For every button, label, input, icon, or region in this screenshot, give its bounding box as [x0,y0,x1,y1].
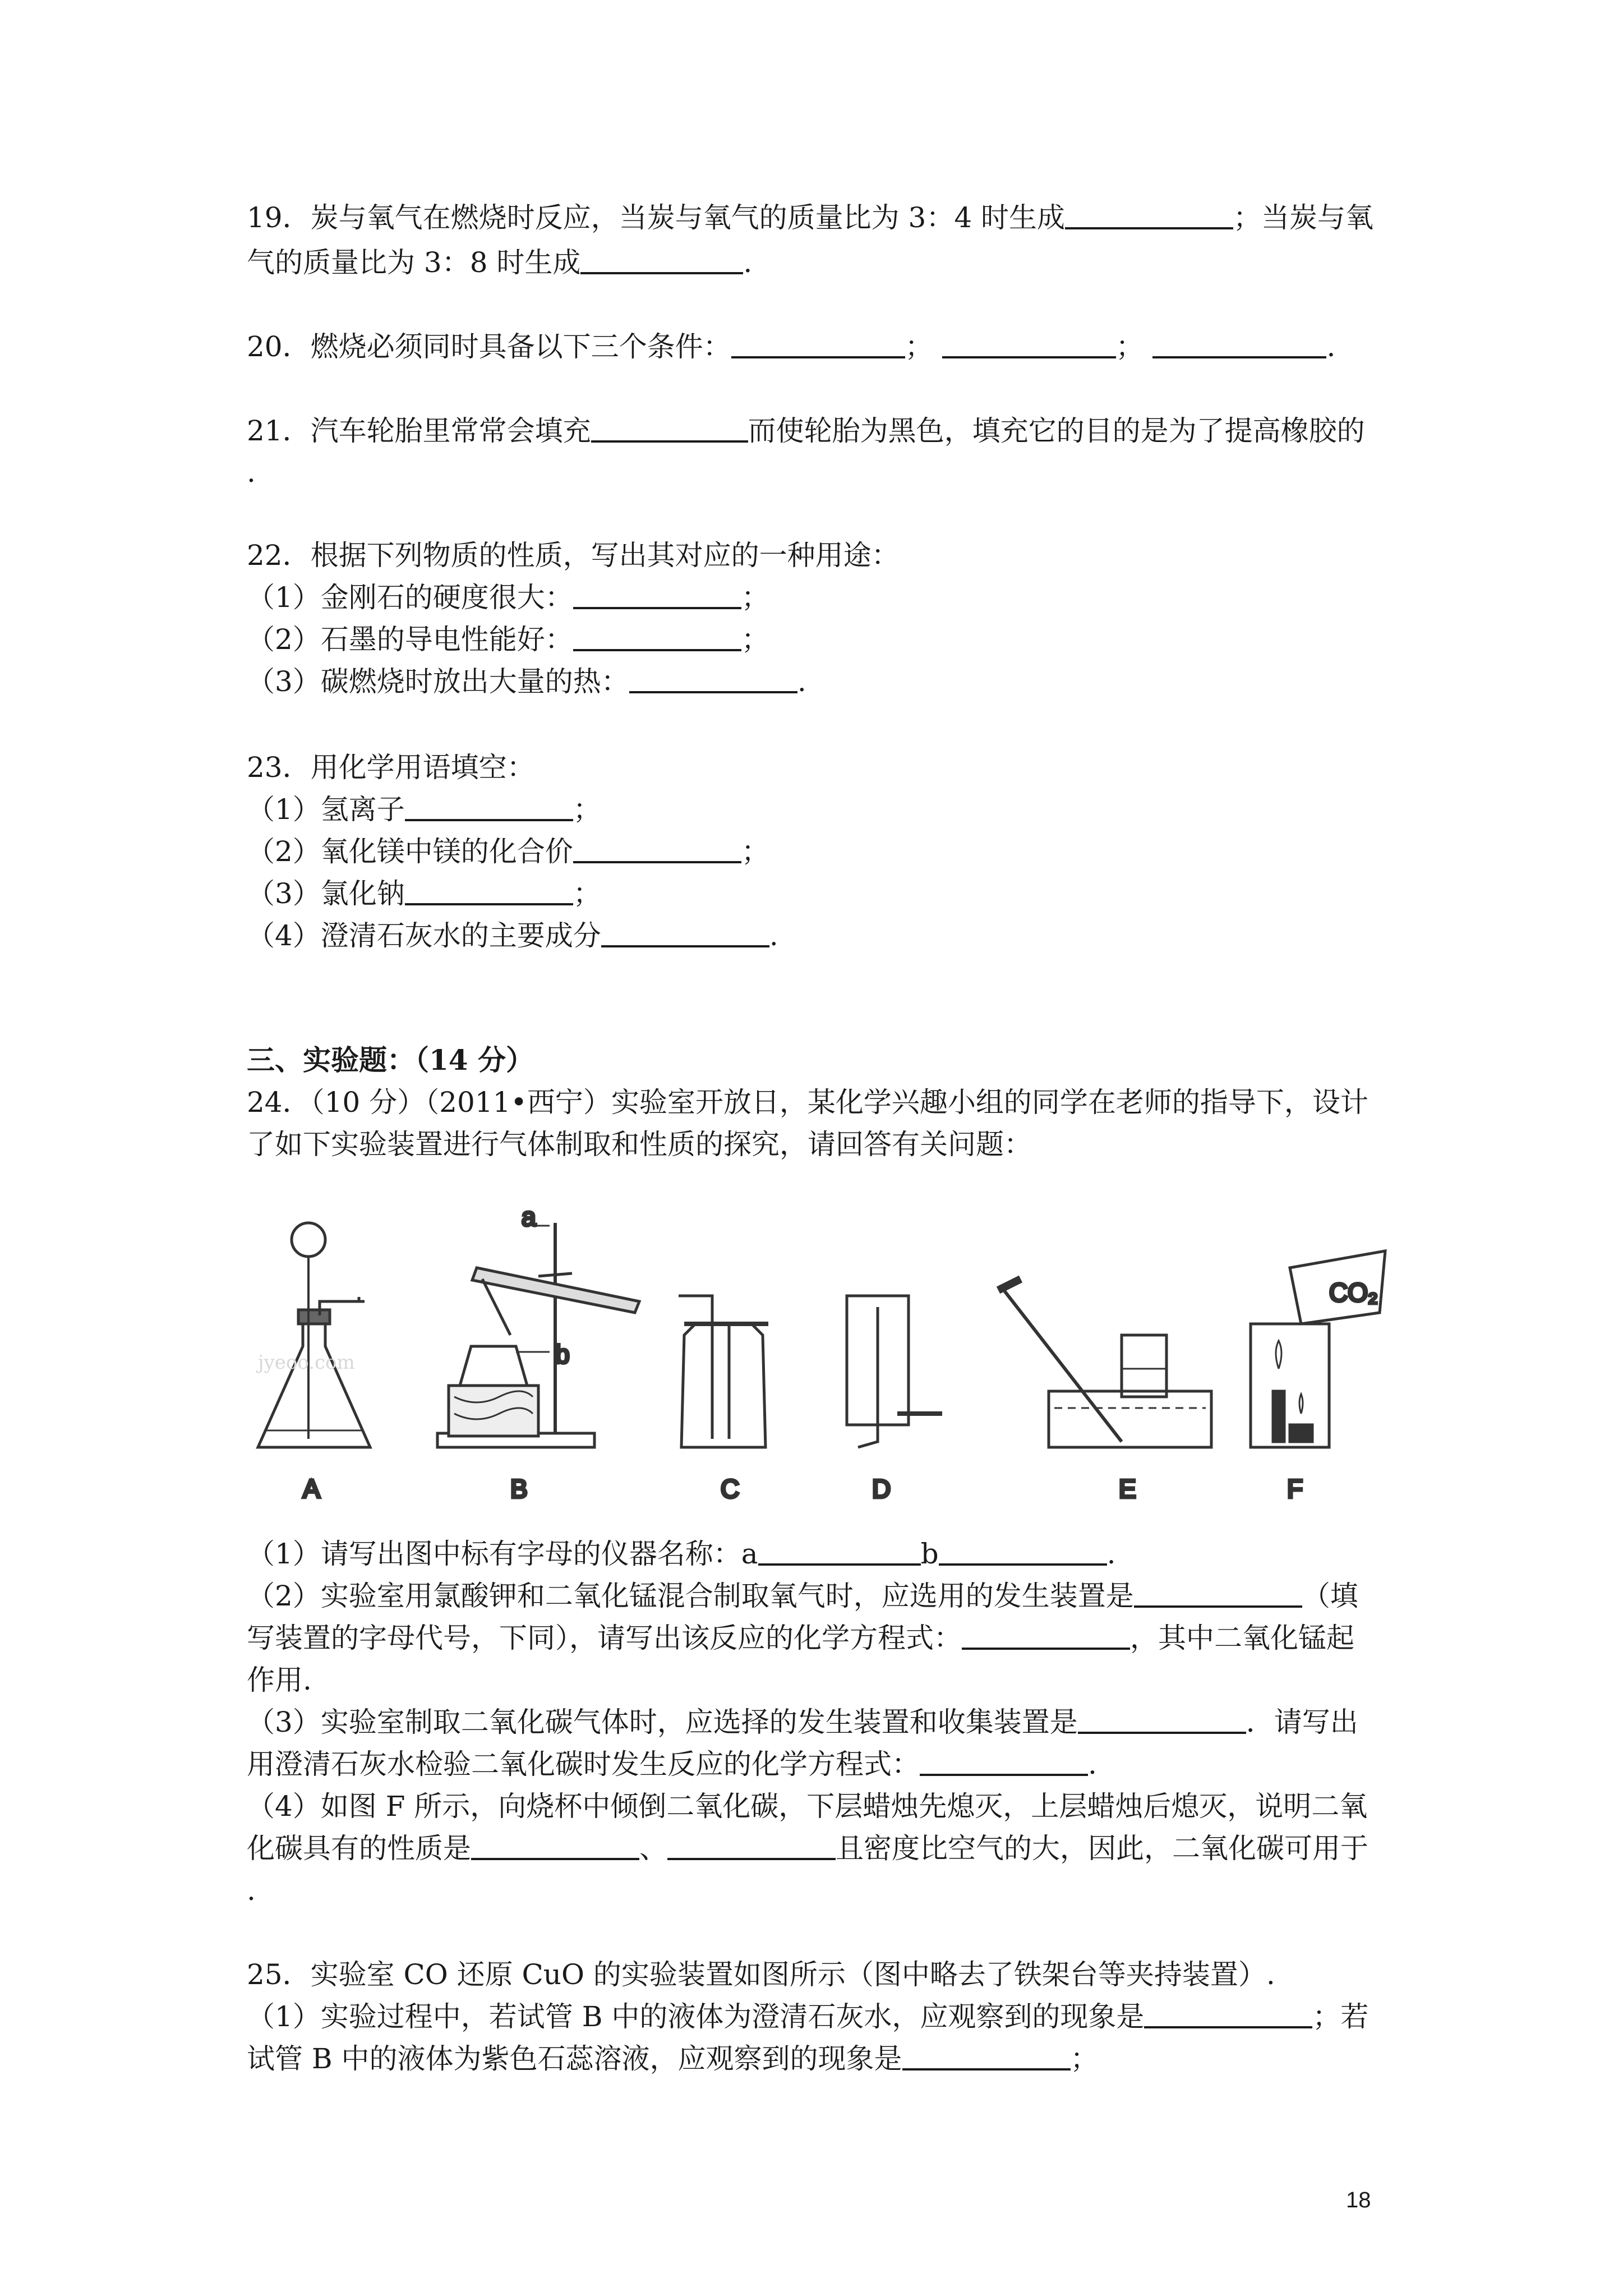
answer-blank[interactable] [573,581,741,609]
q22-item1 [247,581,769,614]
answer-blank[interactable] [920,1748,1088,1776]
answer-blank[interactable] [580,246,743,274]
section-heading: 三、实验题：（14 分） [247,1043,534,1076]
q24-s3-line2 [247,1747,1097,1781]
q20-line [247,330,1335,364]
q24-text: 写装置的字母代号，下同），请写出该反应的化学方程式： [247,1622,962,1654]
q24-s2-line2 [247,1621,1354,1655]
q24-s3-line1 [247,1705,1358,1739]
q24-text: （填 [1302,1580,1358,1612]
apparatus-e-icon [998,1279,1211,1447]
q24-text: （3）实验室制取二氧化碳气体时，应选择的发生装置和收集装置是 [247,1706,1078,1738]
item-text: （3）碳燃烧时放出大量的热： [247,665,629,698]
q24-text: （2）实验室用氯酸钾和二氧化锰混合制取氧气时，应选用的发生装置是 [247,1580,1134,1612]
q21-text: 21．汽车轮胎里常常会填充 [247,415,591,447]
q20-text: 20．燃烧必须同时具备以下三个条件： [247,330,731,363]
separator: 、 [639,1832,667,1865]
label-a: A [303,1474,320,1503]
label-b: B [510,1474,528,1503]
q21-text: 而使轮胎为黑色，填充它的目的是为了提高橡胶的 [748,415,1365,447]
answer-blank[interactable] [405,793,573,821]
q19-text: 19．炭与氧气在燃烧时反应，当炭与氧气的质量比为 3：4 时生成 [247,201,1066,234]
answer-blank[interactable] [471,1832,639,1860]
separator: ； [1115,330,1144,363]
q23-item2 [247,835,769,868]
answer-blank[interactable] [573,835,741,863]
answer-blank[interactable] [591,415,748,443]
separator: . [1326,330,1336,363]
q24-s2-line1 [247,1579,1358,1613]
answer-blank[interactable] [1065,201,1233,229]
q25-text: （1）实验过程中，若试管 B 中的液体为澄清石灰水，应观察到的现象是 [247,2000,1145,2033]
separator: ； [905,330,933,363]
q23-title: 23．用化学用语填空： [247,751,535,784]
answer-blank[interactable] [902,2042,1071,2070]
answer-blank[interactable] [1078,1706,1246,1734]
answer-blank[interactable] [731,330,905,358]
separator: . [1088,1748,1097,1780]
item-text: （2）氧化镁中镁的化合价 [247,835,573,868]
item-text: （2）石墨的导电性能好： [247,623,573,656]
q24-s4-line1: （4）如图 F 所示，向烧杯中倾倒二氧化碳，下层蜡烛先熄灭，上层蜡烛后熄灭，说明二氧 [247,1790,1368,1823]
q23-item3 [247,877,601,910]
q24-text: ，其中二氧化锰起 [1130,1622,1354,1654]
q19-line2 [247,246,752,279]
answer-blank[interactable] [573,623,741,651]
q24-s1 [247,1537,1116,1571]
item-text: （4）澄清石灰水的主要成分 [247,919,601,952]
q22-item2 [247,623,769,656]
q19-text: ；当炭与氧 [1233,201,1374,234]
q24-text: 且密度比空气的大，因此，二氧化碳可用于 [836,1832,1368,1865]
q24-text: （1）请写出图中标有字母的仪器名称：a [247,1538,758,1570]
q21-line1 [247,414,1365,448]
answer-blank[interactable] [405,877,573,905]
answer-blank[interactable] [939,1538,1107,1566]
item-text: （1）金刚石的硬度很大： [247,581,573,614]
label-f: F [1287,1474,1303,1503]
separator: ； [573,877,601,910]
q24-intro2: 了如下实验装置进行气体制取和性质的探究，请回答有关问题： [247,1128,1032,1161]
q24-s2-line3: 作用. [247,1664,312,1696]
q19-text: . [743,246,753,279]
separator: ； [741,835,769,868]
apparatus-c-icon [679,1296,768,1447]
label-c: C [721,1474,740,1503]
q25-text: ；若 [1312,2000,1369,2033]
q23-item1 [247,793,601,826]
label-e: E [1119,1474,1136,1503]
item-text: （1）氢离子 [247,793,405,826]
q24-intro1: 24．（10 分）（2011•西宁）实验室开放日，某化学兴趣小组的同学在老师的指导下，设计 [247,1086,1368,1119]
q23-item4 [247,919,778,953]
q24-text: ．请写出 [1246,1706,1358,1738]
apparatus-figure [236,1200,1391,1515]
q25-s1-line2 [247,2042,1099,2076]
q24-s4-line3: . [247,1874,256,1907]
separator: ； [741,623,769,656]
label-mark-a: a [522,1202,536,1231]
label-co2: CO₂ [1329,1278,1378,1307]
watermark: jyeoo.com [258,1351,355,1374]
separator: ； [1070,2042,1099,2075]
q22-title: 22．根据下列物质的性质，写出其对应的一种用途： [247,539,900,572]
answer-blank[interactable] [758,1538,921,1566]
q24-s4-line2 [247,1832,1368,1865]
apparatus-b-icon [437,1223,639,1447]
q25-s1-line1 [247,2000,1368,2033]
q25-text: 试管 B 中的液体为紫色石蕊溶液，应观察到的现象是 [247,2042,902,2075]
answer-blank[interactable] [667,1832,836,1860]
apparatus-a-icon [258,1223,370,1447]
separator: . [769,919,778,952]
separator: ； [741,581,769,614]
answer-blank[interactable] [942,330,1116,358]
answer-blank[interactable] [962,1622,1130,1650]
separator: . [1106,1538,1116,1570]
q25-intro: 25．实验室 CO 还原 CuO 的实验装置如图所示（图中略去了铁架台等夹持装置）. [247,1958,1275,1991]
q22-item3 [247,665,806,698]
q24-text: 化碳具有的性质是 [247,1832,471,1865]
separator: . [797,665,806,698]
separator: ； [573,793,601,826]
answer-blank[interactable] [629,665,797,693]
answer-blank[interactable] [1152,330,1326,358]
label-d: D [872,1474,891,1503]
page-number: 18 [1346,2188,1371,2212]
label-mark-b: b [555,1340,570,1369]
q24-text: b [920,1538,939,1570]
q19-line1 [247,201,1373,234]
q21-text: . [247,456,256,489]
answer-blank[interactable] [601,919,769,947]
answer-blank[interactable] [1134,1580,1302,1608]
answer-blank[interactable] [1144,2000,1312,2028]
q24-text: 用澄清石灰水检验二氧化碳时发生反应的化学方程式： [247,1748,920,1780]
q19-text: 气的质量比为 3：8 时生成 [247,246,581,279]
apparatus-d-icon [847,1296,942,1447]
q21-line2 [247,455,256,489]
item-text: （3）氯化钠 [247,877,405,910]
